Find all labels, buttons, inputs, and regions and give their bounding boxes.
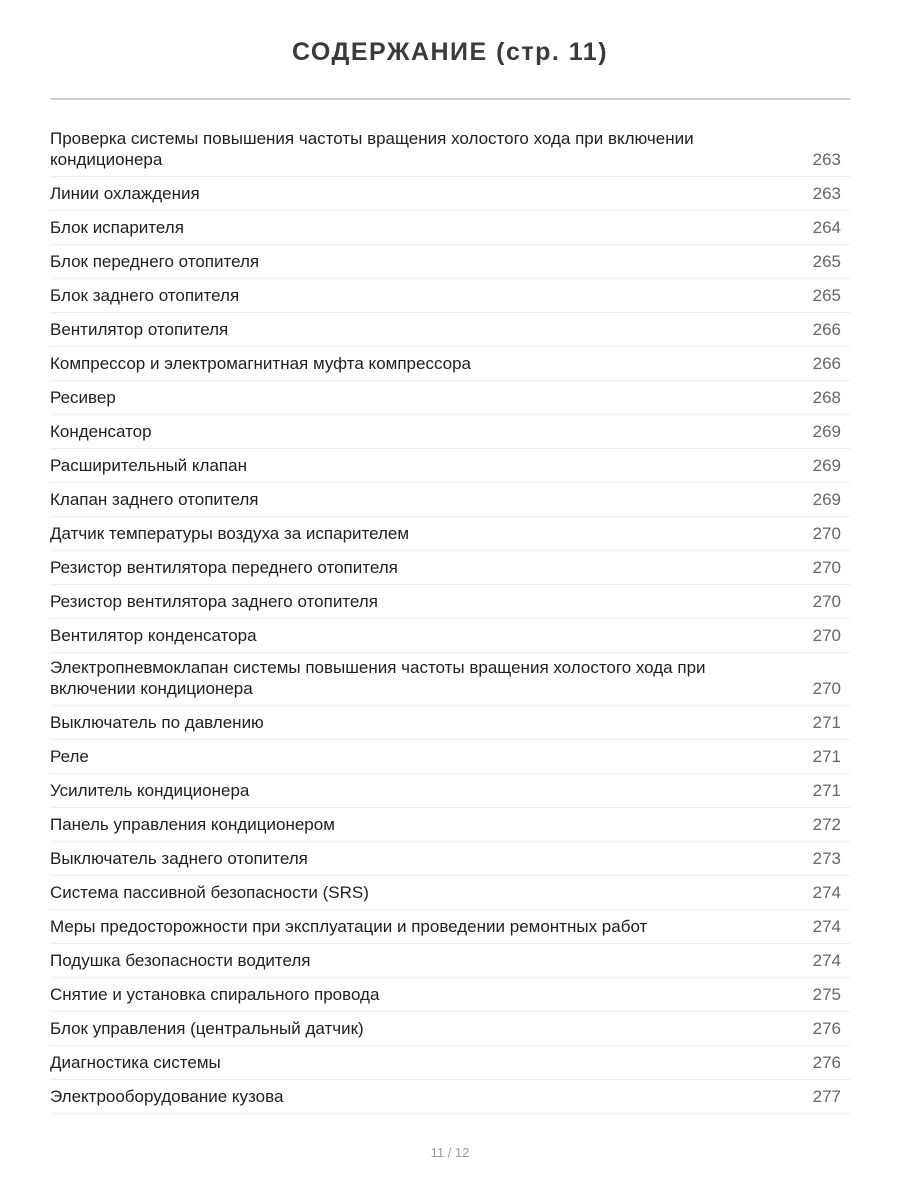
toc-entry-page-number: 263 xyxy=(812,184,841,203)
toc-entry-page-number: 269 xyxy=(812,422,841,441)
toc-entry[interactable] xyxy=(50,483,850,517)
toc-entry-page-number: 266 xyxy=(812,320,841,339)
toc-entry-title: Панель управления кондиционером xyxy=(50,815,335,834)
toc-entry-page-number: 276 xyxy=(812,1053,841,1072)
toc-entry[interactable] xyxy=(50,706,850,740)
toc-entry[interactable] xyxy=(50,740,850,774)
toc-entry-title: Блок испарителя xyxy=(50,218,184,237)
toc-entry[interactable] xyxy=(50,1046,850,1080)
toc-entry-title: Блок переднего отопителя xyxy=(50,252,260,271)
table-of-contents xyxy=(50,124,850,1114)
toc-entry[interactable] xyxy=(50,245,850,279)
toc-entry-title: Усилитель кондиционера xyxy=(50,781,250,800)
toc-entry[interactable] xyxy=(50,449,850,483)
toc-entry[interactable] xyxy=(50,944,850,978)
toc-entry-page-number: 277 xyxy=(812,1087,841,1106)
toc-entry-page-number: 270 xyxy=(812,592,841,611)
toc-entry-page-number: 266 xyxy=(812,354,841,373)
toc-entry[interactable] xyxy=(50,978,850,1012)
toc-entry[interactable] xyxy=(50,551,850,585)
toc-entry[interactable] xyxy=(50,313,850,347)
toc-entry[interactable] xyxy=(50,1080,850,1114)
page-indicator: 11 / 12 xyxy=(430,1145,470,1160)
toc-entry-page-number: 276 xyxy=(812,1019,841,1038)
toc-entry-title: Линии охлаждения xyxy=(50,184,200,203)
toc-entry-page-number: 271 xyxy=(812,713,841,732)
toc-entry-title: Клапан заднего отопителя xyxy=(50,490,259,509)
toc-entry[interactable] xyxy=(50,808,850,842)
toc-entry[interactable] xyxy=(50,211,850,245)
toc-entry[interactable] xyxy=(50,279,850,313)
toc-entry[interactable] xyxy=(50,774,850,808)
toc-entry-page-number: 264 xyxy=(812,218,841,237)
toc-entry-page-number: 265 xyxy=(812,252,841,271)
toc-entry-title: Расширительный клапан xyxy=(50,456,247,475)
toc-entry-page-number: 270 xyxy=(812,524,841,543)
toc-entry-title: Датчик температуры воздуха за испарителем xyxy=(50,524,410,543)
toc-entry-page-number: 270 xyxy=(812,558,841,577)
toc-entry-title: Резистор вентилятора переднего отопителя xyxy=(50,558,398,577)
toc-entry-title: Проверка системы повышения частоты вращения холостого хода при включении кондиционера xyxy=(50,129,694,169)
toc-entry[interactable] xyxy=(50,415,850,449)
toc-entry-title: Выключатель заднего отопителя xyxy=(50,849,308,868)
toc-entry[interactable] xyxy=(50,585,850,619)
toc-entry[interactable] xyxy=(50,876,850,910)
toc-entry-title: Меры предосторожности при эксплуатации и проведении ремонтных работ xyxy=(50,917,648,936)
toc-entry-title: Вентилятор отопителя xyxy=(50,320,229,339)
toc-entry-page-number: 265 xyxy=(812,286,841,305)
toc-entry-title: Резистор вентилятора заднего отопителя xyxy=(50,592,378,611)
toc-entry[interactable] xyxy=(50,381,850,415)
toc-entry-title: Реле xyxy=(50,747,89,766)
toc-entry[interactable] xyxy=(50,619,850,653)
toc-entry-title: Электрооборудование кузова xyxy=(50,1087,284,1106)
toc-entry-page-number: 271 xyxy=(812,747,841,766)
title-divider xyxy=(50,98,850,100)
toc-entry-page-number: 274 xyxy=(812,917,841,936)
toc-entry-title: Блок управления (центральный датчик) xyxy=(50,1019,364,1038)
toc-entry-title: Подушка безопасности водителя xyxy=(50,951,311,970)
toc-entry-page-number: 272 xyxy=(812,815,841,834)
toc-entry[interactable] xyxy=(50,347,850,381)
toc-entry-page-number: 268 xyxy=(812,388,841,407)
toc-entry[interactable] xyxy=(50,1012,850,1046)
toc-entry-title: Конденсатор xyxy=(50,422,152,441)
toc-entry-page-number: 271 xyxy=(812,781,841,800)
toc-entry-title: Снятие и установка спирального провода xyxy=(50,985,380,1004)
toc-entry-page-number: 270 xyxy=(812,626,841,645)
toc-entry-title: Блок заднего отопителя xyxy=(50,286,240,305)
toc-entry[interactable] xyxy=(50,842,850,876)
page-title: СОДЕРЖАНИЕ (стр. 11) xyxy=(291,38,609,66)
toc-entry-page-number: 263 xyxy=(812,150,841,169)
toc-entry-page-number: 269 xyxy=(812,490,841,509)
toc-entry-title: Электропневмоклапан системы повышения частоты вращения холостого хода при включении кондиционера xyxy=(50,658,706,698)
toc-entry-title: Вентилятор конденсатора xyxy=(50,626,257,645)
toc-entry-page-number: 269 xyxy=(812,456,841,475)
toc-entry-page-number: 275 xyxy=(812,985,841,1004)
toc-entry-page-number: 274 xyxy=(812,883,841,902)
toc-entry-page-number: 273 xyxy=(812,849,841,868)
toc-entry[interactable] xyxy=(50,910,850,944)
toc-entry-title: Система пассивной безопасности (SRS) xyxy=(50,883,369,902)
toc-entry-title: Выключатель по давлению xyxy=(50,713,264,732)
toc-entry[interactable] xyxy=(50,517,850,551)
toc-entry[interactable] xyxy=(50,124,850,177)
toc-entry-page-number: 274 xyxy=(812,951,841,970)
toc-entry-title: Ресивер xyxy=(50,388,116,407)
toc-entry-title: Компрессор и электромагнитная муфта компрессора xyxy=(50,354,471,373)
toc-entry[interactable] xyxy=(50,653,850,706)
toc-entry-page-number: 270 xyxy=(812,679,841,698)
toc-entry-title: Диагностика системы xyxy=(50,1053,221,1072)
toc-entry[interactable] xyxy=(50,177,850,211)
